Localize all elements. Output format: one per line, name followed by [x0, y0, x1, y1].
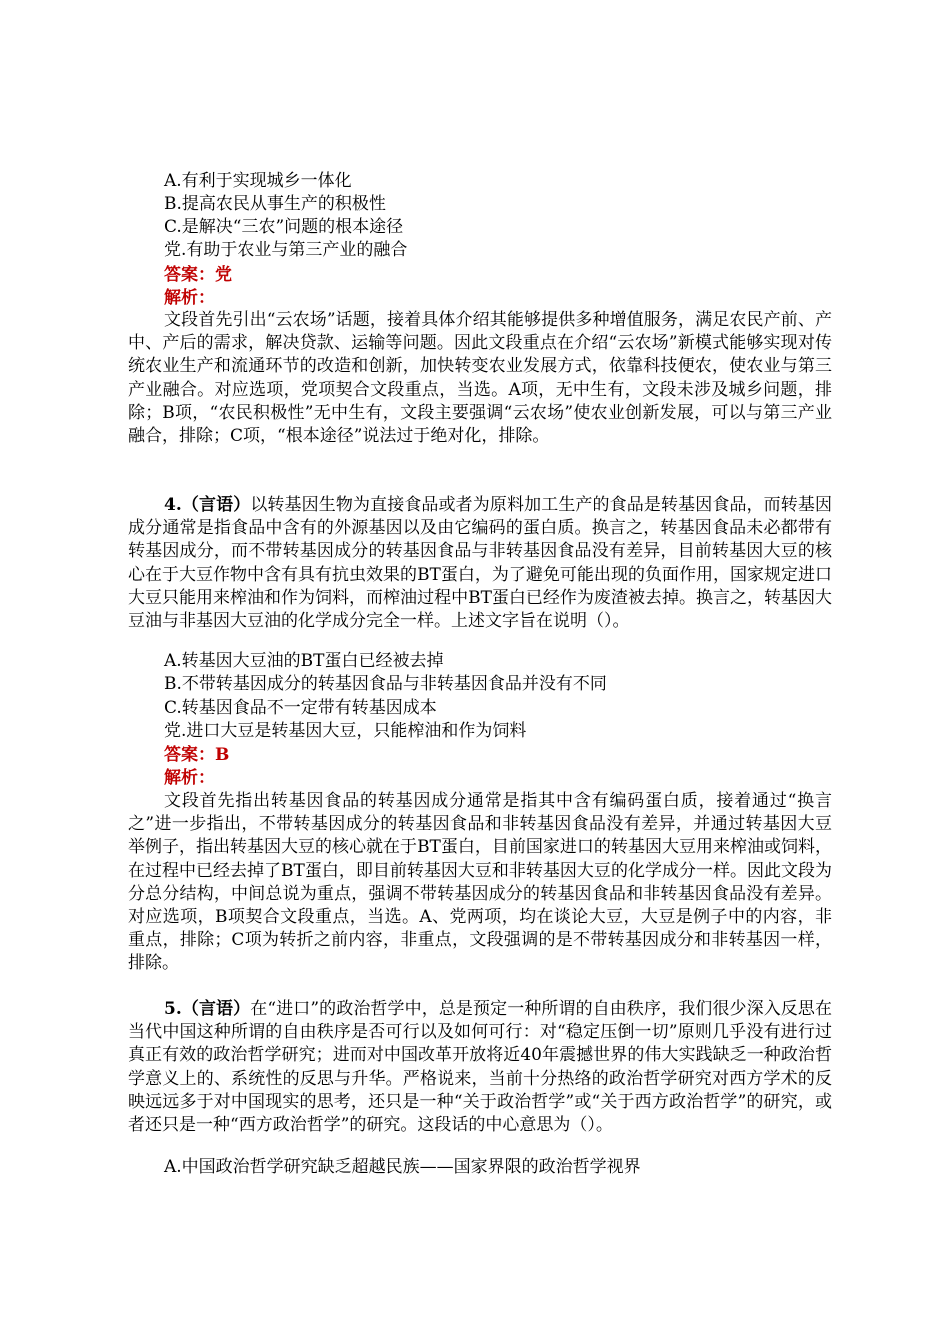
q3-answer-label: 答案： [164, 265, 215, 285]
q4-stem [128, 494, 832, 633]
q4-answer-label: 答案： [164, 745, 215, 765]
q5-stem-text: 在“进口”的政治哲学中，总是预定一种所谓的自由秩序，我们很少深入反思在当代中国这种所谓的自由秩序是否可行以及如何可行：对“稳定压倒一切”原则几乎没有进行过真正有效的政治哲学研究；进而对中国改革开放将近40年震撼世界的伟大实践缺乏一种政治哲学意义上的、系统性的反思与升华。严格说来，当前十分热络的政治哲学研究对西方学术的反映远远多于对中国现实的思考，还只是一种“关于政治哲学”或“关于西方政治哲学”的研究，或者还只是一种“西方政治哲学”的研究。这段话的中心意思为（）。 [128, 999, 832, 1136]
q3-answer [164, 264, 232, 286]
q4-answer [164, 744, 229, 766]
q4-option-c: C.转基因食品不一定带有转基因成本 [164, 698, 437, 718]
q4-analysis-label: 解析： [164, 768, 215, 788]
q4-answer-value: B [215, 745, 230, 765]
q4-number: 4.（言语） [164, 495, 251, 515]
q5-stem [128, 998, 832, 1137]
q3-option-c: C.是解决“三农”问题的根本途径 [164, 217, 404, 237]
q3-option-d: 党.有助于农业与第三产业的融合 [164, 240, 408, 260]
q5-number: 5.（言语） [164, 999, 251, 1019]
q3-analysis: 文段首先引出“云农场”话题，接着具体介绍其能够提供多种增值服务，满足农民产前、产中、产后的需求，解决贷款、运输等问题。因此文段重点在介绍“云农场”新模式能够实现对传统农业生产和流通环节的改造和创新，加快转变农业发展方式，依靠科技便农，使农业与第三产业融合。对应选项，党项契合文段重点，当选。A项，无中生有，文段未涉及城乡问题，排除；B项，“农民积极性”无中生有，文段主要强调“云农场”使农业创新发展，可以与第三产业融合，排除；C项，“根本途径”说法过于绝对化，排除。 [128, 310, 832, 447]
q4-option-a: A.转基因大豆油的BT蛋白已经被去掉 [164, 651, 444, 671]
q4-analysis: 文段首先指出转基因食品的转基因成分通常是指其中含有编码蛋白质，接着通过“换言之”进一步指出，不带转基因成分的转基因食品和非转基因食品没有差异，并通过转基因大豆举例子，指出转基因大豆的核心就在于BT蛋白，目前国家进口的转基因大豆用来榨油或饲料，在过程中已经去掉了BT蛋白，即目前转基因大豆和非转基因大豆的化学成分一样。因此文段为分总分结构，中间总说为重点，强调不带转基因成分的转基因食品和非转基因食品没有差异。对应选项，B项契合文段重点，当选。A、党两项，均在谈论大豆，大豆是例子中的内容，非重点，排除；C项为转折之前内容，非重点，文段强调的是不带转基因成分和非转基因一样，排除。 [128, 791, 832, 974]
q3-option-a: A.有利于实现城乡一体化 [164, 171, 352, 191]
q4-option-b: B.不带转基因成分的转基因食品与非转基因食品并没有不同 [164, 674, 607, 694]
q5-option-a: A.中国政治哲学研究缺乏超越民族——国家界限的政治哲学视界 [164, 1157, 641, 1177]
q3-option-b: B.提高农民从事生产的积极性 [164, 194, 386, 214]
q4-stem-text: 以转基因生物为直接食品或者为原料加工生产的食品是转基因食品，而转基因成分通常是指食品中含有的外源基因以及由它编码的蛋白质。换言之，转基因食品未必都带有转基因成分，而不带转基因成分的转基因食品与非转基因食品没有差异，目前转基因大豆的核心在于大豆作物中含有具有抗虫效果的BT蛋白，为了避免可能出现的负面作用，国家规定进口大豆只能用来榨油和作为饲料，而榨油过程中BT蛋白已经作为废渣被去掉。换言之，转基因大豆油与非基因大豆油的化学成分完全一样。上述文字旨在说明（）。 [128, 495, 833, 632]
q3-analysis-label: 解析： [164, 288, 215, 308]
q3-answer-value: 党 [215, 265, 232, 285]
q4-option-d: 党.进口大豆是转基因大豆，只能榨油和作为饲料 [164, 721, 527, 741]
